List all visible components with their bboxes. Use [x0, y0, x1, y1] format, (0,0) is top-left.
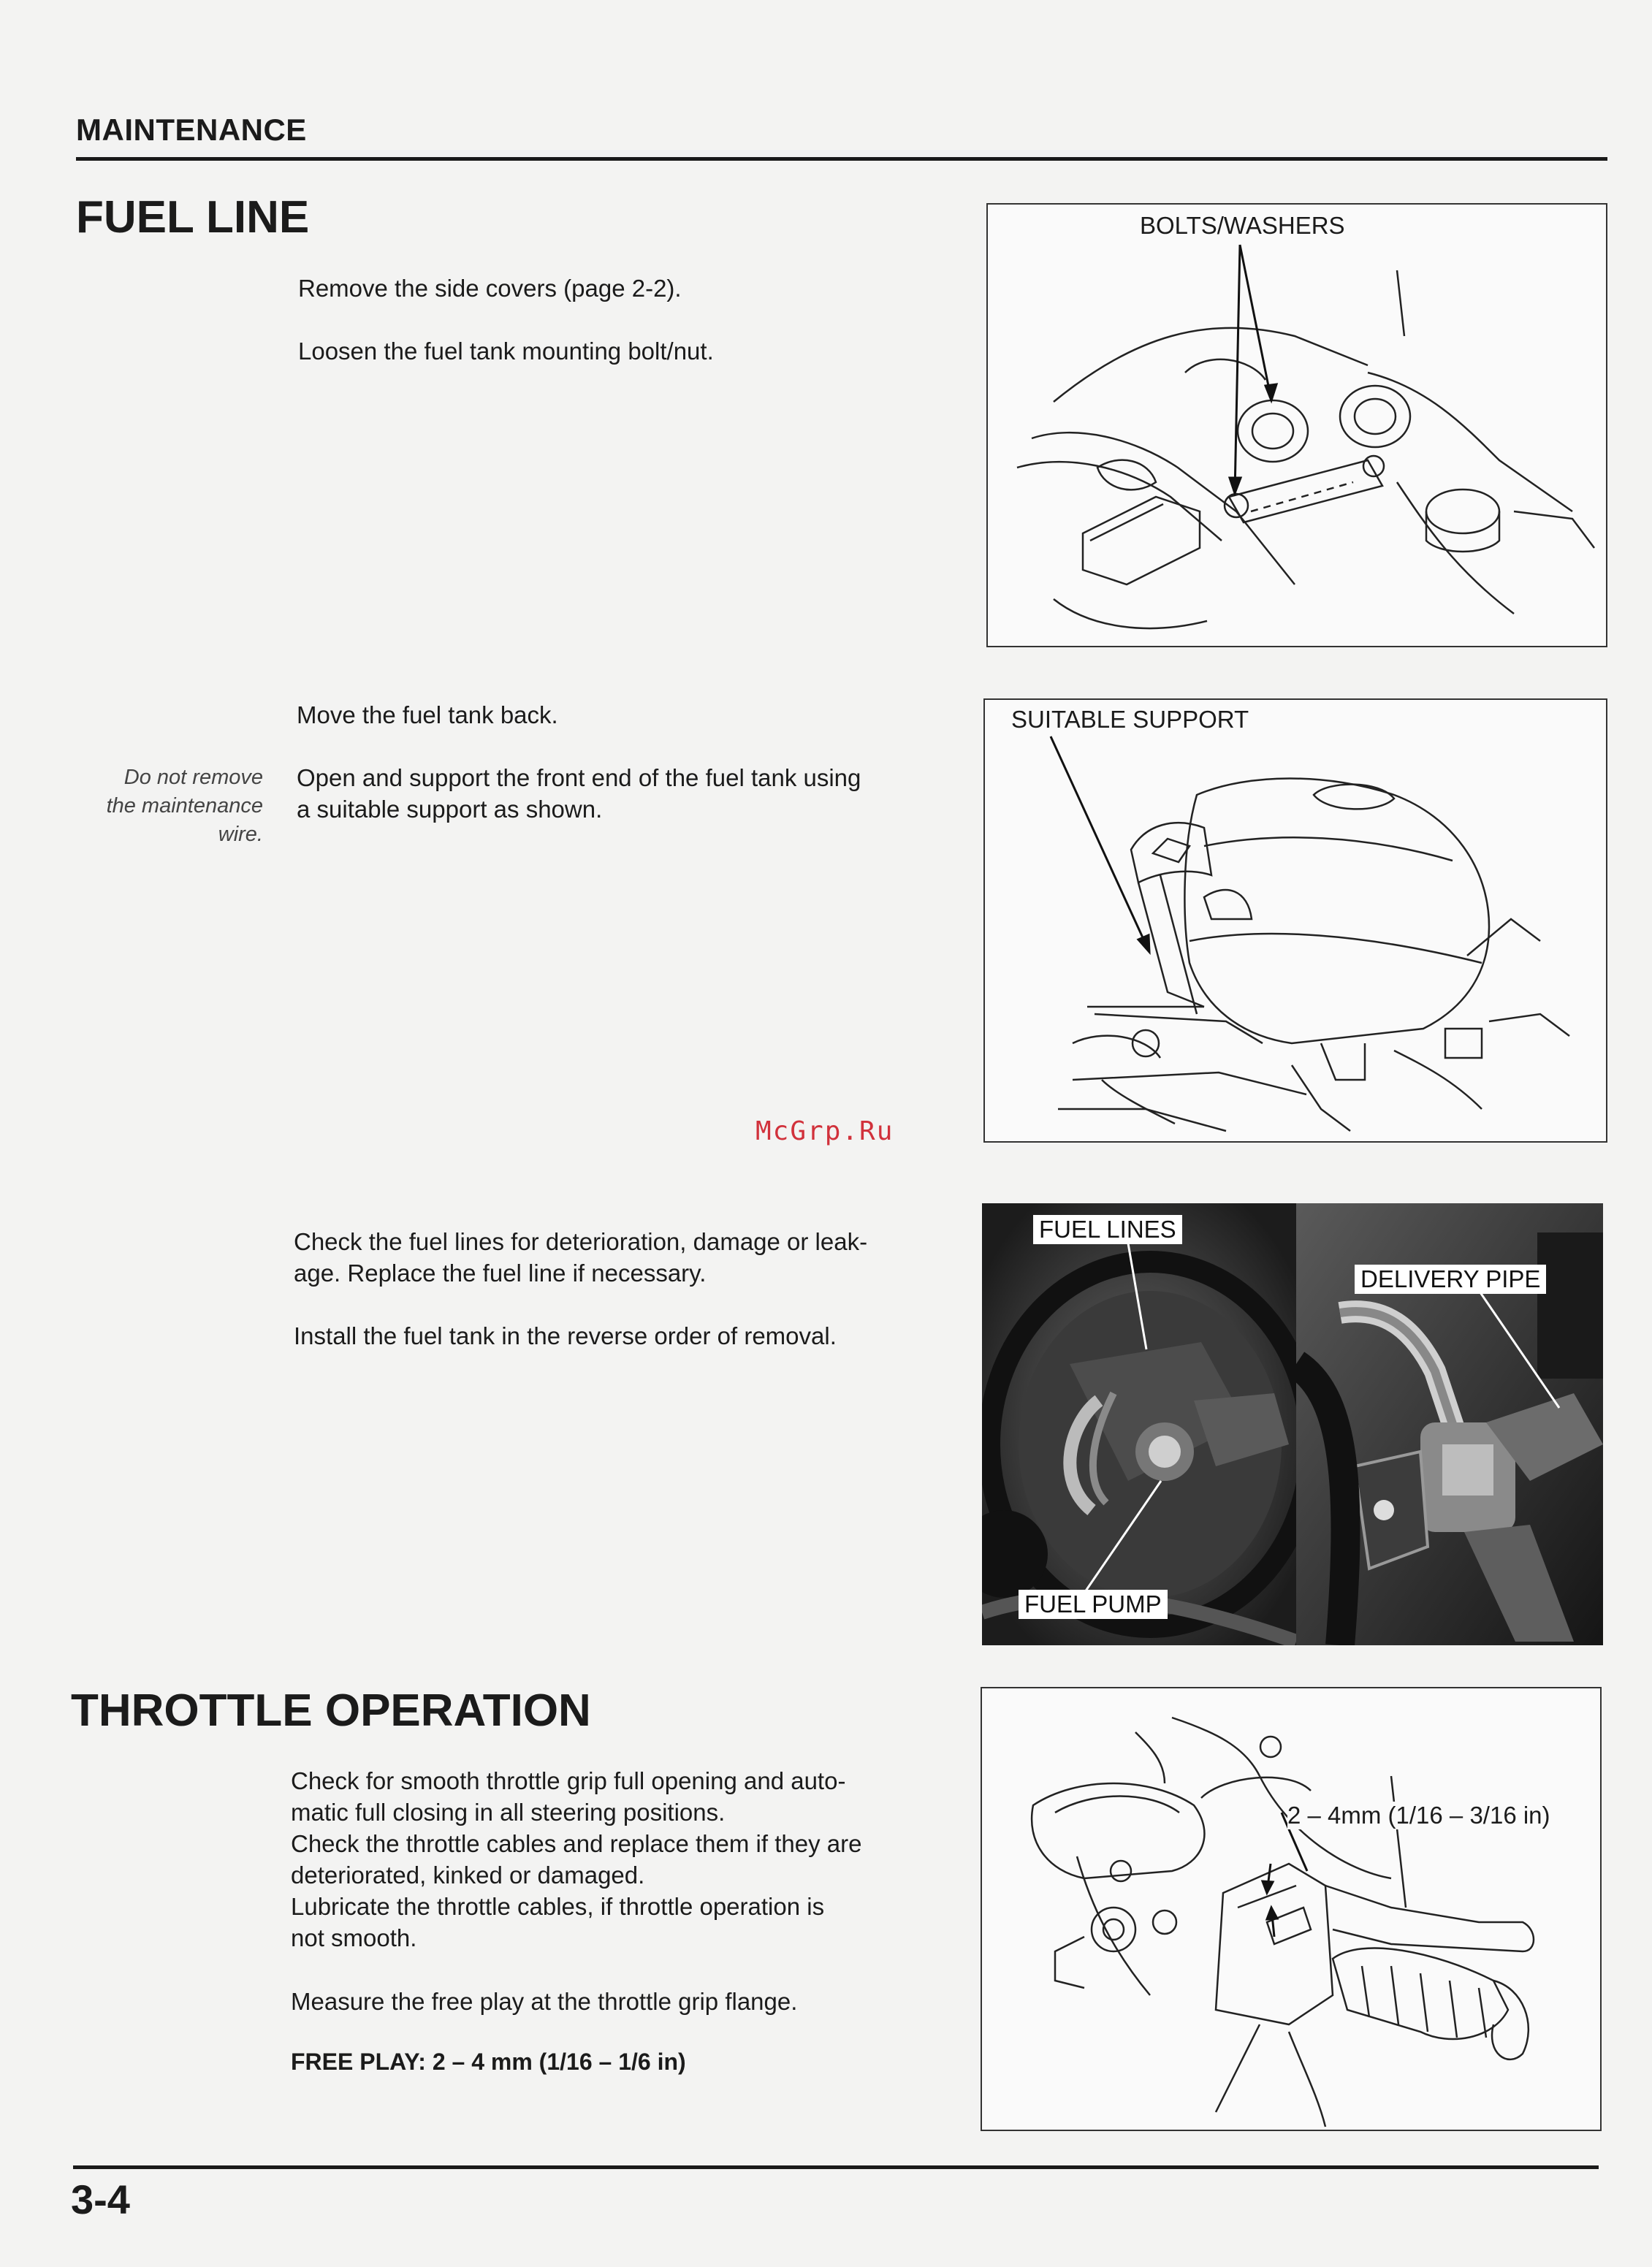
- note-line: wire.: [218, 823, 263, 846]
- para-line: not smooth.: [291, 1924, 417, 1951]
- header-rule: [76, 157, 1607, 161]
- free-play-spec: FREE PLAY: 2 – 4 mm (1/16 – 1/6 in): [291, 2049, 686, 2075]
- fuel-lines-label: FUEL LINES: [1033, 1215, 1182, 1244]
- fuel-line-step-check-lines: [294, 1226, 867, 1289]
- fuel-tank-mount-illustration: [988, 205, 1606, 646]
- para-line: matic full closing in all steering positions.: [291, 1799, 726, 1826]
- free-play-measurement-label: 2 – 4mm (1/16 – 3/16 in): [1287, 1802, 1550, 1829]
- para-line: age. Replace the fuel line if necessary.: [294, 1260, 707, 1287]
- throttle-grip-illustration: [982, 1688, 1600, 2130]
- fuel-line-step-remove-covers: Remove the side covers (page 2-2).: [298, 275, 682, 302]
- fuel-line-step-install-tank: Install the fuel tank in the reverse order of removal.: [294, 1322, 837, 1349]
- photo-delivery-pipe: [1296, 1203, 1603, 1645]
- para-line: Check the throttle cables and replace them if they are: [291, 1830, 862, 1857]
- section-label: MAINTENANCE: [76, 113, 307, 147]
- para-line: Check for smooth throttle grip full opening and auto-: [291, 1767, 846, 1794]
- delivery-pipe-label: DELIVERY PIPE: [1355, 1265, 1546, 1294]
- figure-bolts-washers: [986, 203, 1607, 647]
- para-line: a suitable support as shown.: [297, 796, 603, 823]
- watermark: McGrp.Ru: [755, 1116, 894, 1146]
- throttle-instructions: [291, 1765, 861, 1954]
- fuel-line-step-move-tank: Move the fuel tank back.: [297, 701, 558, 728]
- maintenance-wire-note: [44, 763, 263, 849]
- note-line: the maintenance: [106, 794, 263, 818]
- page-number: 3-4: [71, 2176, 130, 2222]
- photo-fuel-lines: [982, 1203, 1296, 1645]
- para-line: deteriorated, kinked or damaged.: [291, 1862, 645, 1889]
- para-line: Open and support the front end of the fuel tank using: [297, 764, 861, 791]
- figure-suitable-support: [983, 698, 1607, 1143]
- figure-throttle-grip: [981, 1687, 1602, 2131]
- note-line: Do not remove: [123, 766, 263, 789]
- suitable-support-label: SUITABLE SUPPORT: [1011, 706, 1249, 733]
- fuel-tank-support-illustration: [985, 700, 1606, 1141]
- fuel-line-step-support-tank: [297, 762, 861, 825]
- fuel-pump-label: FUEL PUMP: [1019, 1590, 1168, 1619]
- throttle-operation-title: THROTTLE OPERATION: [71, 1685, 591, 1736]
- para-line: Check the fuel lines for deterioration, damage or leak-: [294, 1228, 868, 1255]
- para-line: Lubricate the throttle cables, if throttle operation is: [291, 1893, 825, 1920]
- footer-rule: [73, 2165, 1599, 2169]
- fuel-line-title: FUEL LINE: [76, 192, 310, 243]
- bolts-washers-label: BOLTS/WASHERS: [1140, 212, 1345, 239]
- fuel-pump-photo-rendering: [982, 1203, 1296, 1645]
- fuel-line-step-loosen-bolt: Loosen the fuel tank mounting bolt/nut.: [298, 338, 714, 365]
- throttle-measure-instruction: Measure the free play at the throttle grip flange.: [291, 1988, 798, 2015]
